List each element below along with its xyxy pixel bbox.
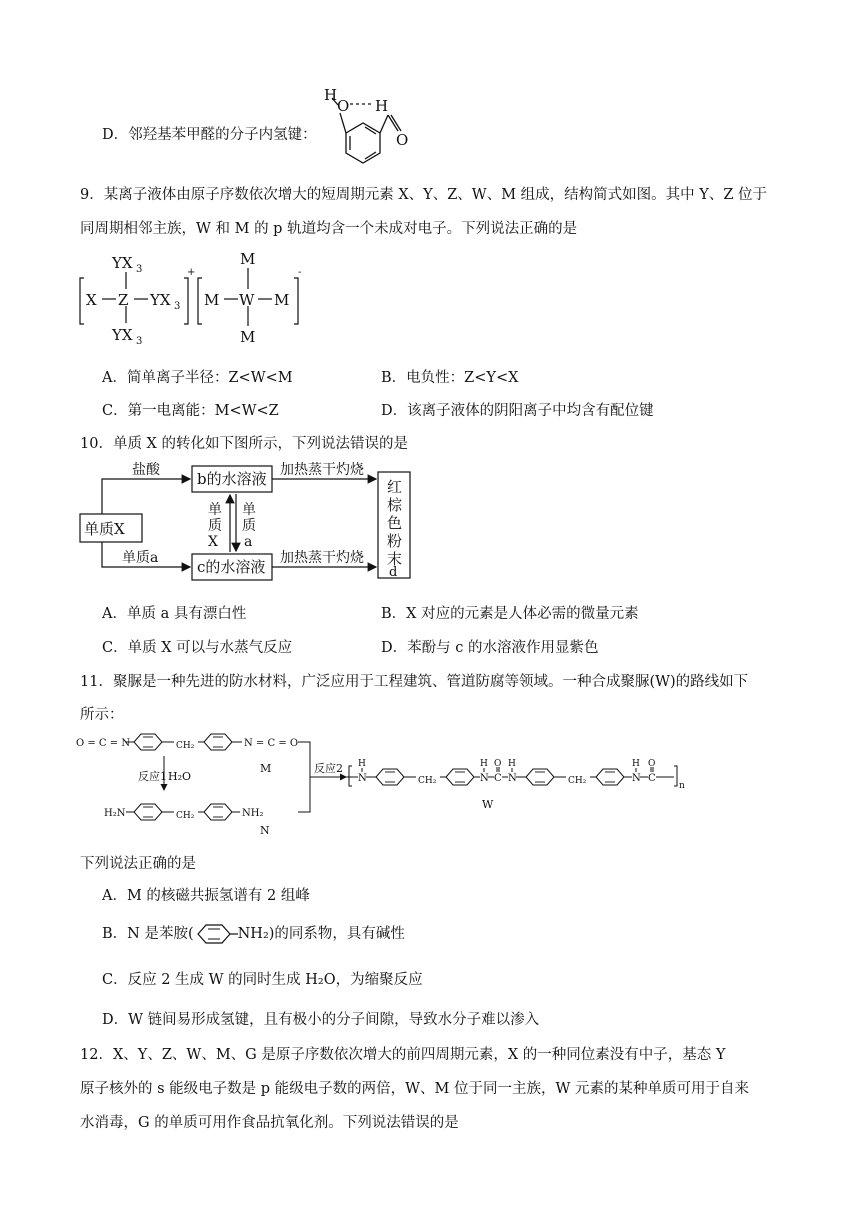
svg-text:M: M (204, 291, 220, 309)
q10-down-label-2: a (244, 534, 253, 550)
q10-down-label-1: 质 (242, 518, 256, 534)
ch2-w2: CH₂ (568, 776, 587, 786)
svg-text:Z: Z (118, 291, 129, 309)
q10-b-box: b的水溶液 (197, 470, 267, 488)
svg-text:YX: YX (112, 326, 133, 344)
svg-text:+: + (187, 267, 196, 278)
polyurea-synthesis-scheme (76, 728, 688, 840)
q12-stem-line3: 水消毒，G 的单质可用作食品抗氧化剂。下列说法错误的是 (80, 1115, 459, 1131)
svg-text:O: O (648, 759, 656, 769)
q10-up-label-0: 单 (208, 502, 222, 518)
svg-text:H: H (358, 759, 366, 769)
reaction1-label: 反应1 (138, 770, 167, 783)
q10-option-a[interactable]: A．单质 a 具有漂白性 (102, 606, 247, 622)
h2n-label: H₂N (104, 808, 126, 819)
q11-option-b-prefix: B．N 是苯胺( (102, 926, 194, 942)
q11-option-b[interactable] (102, 922, 405, 945)
svg-text:H: H (632, 759, 640, 769)
q10-heat1-label: 加热蒸干灼烧 (280, 462, 364, 478)
svg-text:O: O (494, 759, 502, 769)
svg-text:3: 3 (136, 264, 143, 275)
svg-text:O: O (337, 97, 350, 115)
n-label: N (260, 824, 270, 837)
q11-option-b-suffix: )的同系物，具有碱性 (268, 926, 405, 942)
q11-option-b-nh2: NH₂ (237, 926, 269, 942)
q12-stem-line1: 12．X、Y、Z、W、M、G 是原子序数依次增大的前四周期元素，X 的一种同位素没有中子，基态 Y (80, 1047, 726, 1063)
q11-question: 下列说法正确的是 (80, 856, 196, 872)
q10-up-label-2: X (208, 534, 218, 550)
q9-option-d[interactable]: D．该离子液体的阴阳离子中均含有配位键 (381, 403, 654, 419)
nh2-label: NH₂ (242, 808, 264, 819)
svg-text:M: M (274, 291, 290, 309)
q10-stem: 10．单质 X 的转化如下图所示，下列说法错误的是 (80, 436, 408, 452)
svg-text:YX: YX (150, 291, 171, 309)
q10-down-label-0: 单 (242, 502, 256, 518)
element-x-conversion-diagram (78, 462, 420, 586)
reaction2-label: 反应2 (314, 762, 343, 775)
svg-text:H: H (324, 86, 338, 104)
svg-text:W: W (239, 291, 255, 309)
q11-option-d[interactable]: D．W 链间易形成氢键，且有极小的分子间隙，导致水分子难以渗入 (102, 1012, 540, 1028)
q10-product-1: 棕 (387, 496, 403, 514)
q9-option-b[interactable]: B．电负性：Z<Y<X (381, 370, 519, 386)
svg-text:H: H (480, 759, 488, 769)
svg-text:-: - (298, 267, 302, 278)
q12-stem-line2: 原子核外的 s 能级电子数是 p 能级电子数的两倍，W、M 位于同一主族，W 元素的某种单质可用于自来 (80, 1081, 750, 1097)
svg-text:C: C (648, 773, 656, 784)
svg-text:M: M (240, 250, 256, 268)
m-label: M (260, 762, 272, 775)
q11-stem-line2: 所示： (80, 707, 124, 723)
svg-text:C: C (494, 773, 502, 784)
isocyanate-left: O = C = N (76, 738, 131, 749)
water-label: H₂O (168, 770, 192, 783)
aniline-ring-icon (194, 923, 238, 945)
q10-option-c[interactable]: C．单质 X 可以与水蒸气反应 (102, 640, 293, 656)
q11-option-a[interactable]: A．M 的核磁共振氢谱有 2 组峰 (102, 888, 310, 904)
q11-stem-line1: 11．聚脲是一种先进的防水材料，广泛应用于工程建筑、管道防腐等领域。一种合成聚脲(W)的路线如下 (80, 674, 749, 690)
ch2-m: CH₂ (176, 741, 195, 751)
svg-text:M: M (240, 328, 256, 346)
w-label: W (482, 798, 494, 811)
svg-text:N: N (632, 773, 641, 784)
svg-text:N: N (358, 773, 367, 784)
svg-text:H: H (375, 97, 389, 115)
isocyanate-right: N = C = O (244, 738, 299, 749)
svg-text:O: O (396, 131, 409, 149)
q9-option-a[interactable]: A．简单离子半径：Z<W<M (102, 370, 293, 386)
ch2-n: CH₂ (176, 811, 195, 821)
svg-text:H: H (508, 759, 516, 769)
q10-product-0: 红 (387, 478, 403, 496)
svg-text:3: 3 (136, 336, 143, 347)
q10-single-a-label: 单质a (122, 550, 159, 566)
ionic-liquid-structure (76, 248, 308, 348)
q10-hcl-label: 盐酸 (132, 462, 160, 478)
svg-text:X: X (86, 291, 97, 309)
q10-c-box: c的水溶液 (197, 558, 266, 576)
q10-option-d[interactable]: D．苯酚与 c 的水溶液作用显紫色 (381, 640, 599, 656)
ch2-w1: CH₂ (418, 776, 437, 786)
q11-option-c[interactable]: C．反应 2 生成 W 的同时生成 H₂O，为缩聚反应 (102, 972, 423, 988)
w-subscript-n: n (679, 781, 685, 791)
svg-text:YX: YX (112, 254, 133, 272)
svg-text:N: N (508, 773, 517, 784)
q10-start-label: 单质X (84, 520, 125, 538)
q10-option-b[interactable]: B．X 对应的元素是人体必需的微量元素 (381, 606, 639, 622)
q10-heat2-label: 加热蒸干灼烧 (280, 550, 364, 566)
q10-product-4: 末 (387, 550, 403, 568)
svg-text:N: N (480, 773, 489, 784)
q10-product-3: 粉 (387, 532, 403, 550)
q9-stem-line1: 9．某离子液体由原子序数依次增大的短周期元素 X、Y、Z、W、M 组成，结构简式如图。其中 Y、Z 位于 (80, 187, 768, 203)
q10-product-2: 色 (387, 514, 403, 532)
o-hydroxybenzaldehyde-structure (318, 85, 418, 177)
svg-text:3: 3 (174, 301, 181, 312)
q8-option-d: D．邻羟基苯甲醛的分子内氢键： (102, 127, 317, 143)
q9-option-c[interactable]: C．第一电离能：M<W<Z (102, 403, 279, 419)
q10-product-5: d (389, 565, 398, 580)
q9-stem-line2: 同周期相邻主族，W 和 M 的 p 轨道均含一个未成对电子。下列说法正确的是 (80, 221, 578, 237)
q10-up-label-1: 质 (208, 518, 222, 534)
